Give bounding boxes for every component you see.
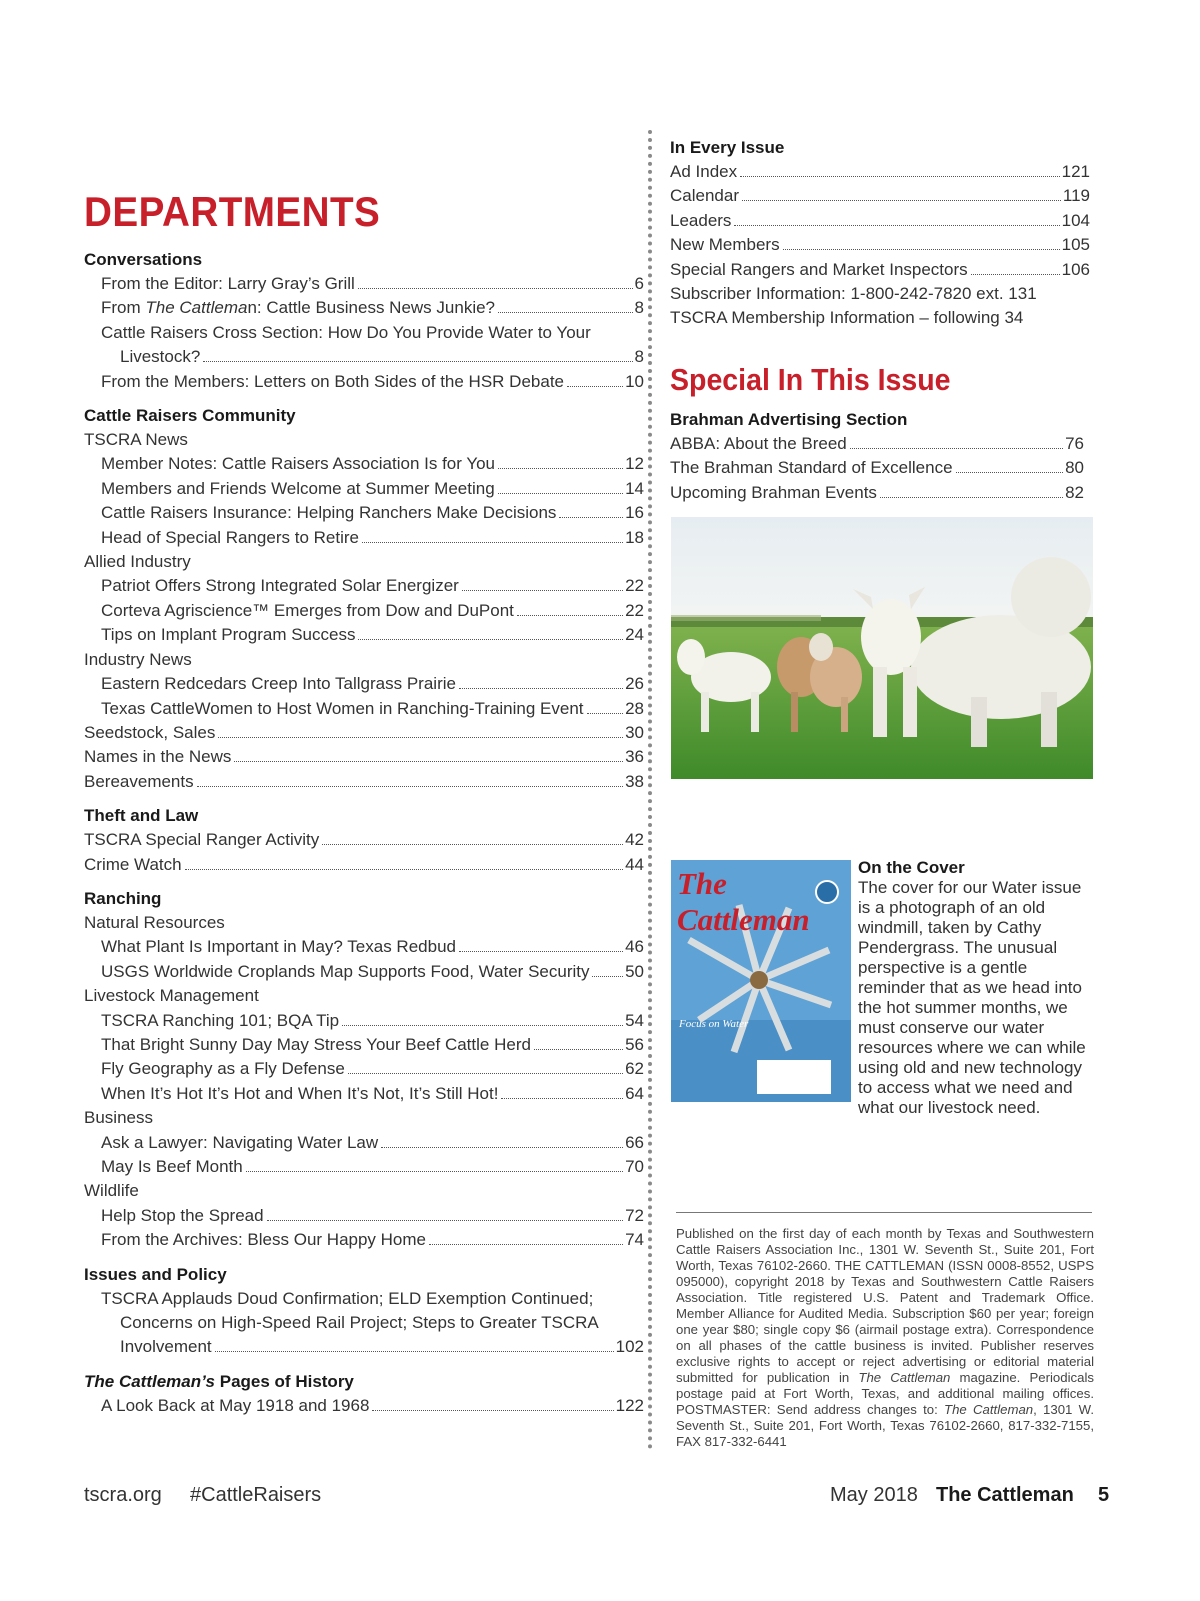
toc-entry[interactable] — [84, 672, 644, 696]
toc-entry[interactable] — [84, 501, 644, 525]
toc-entry[interactable] — [670, 258, 1090, 282]
toc-entry[interactable] — [84, 1033, 644, 1057]
subsection-natural-resources: Natural Resources — [84, 912, 225, 932]
toc-page-number: 64 — [625, 1083, 644, 1103]
publication-notice: Published on the first day of each month by Texas and Southwestern Cattle Raisers Association Inc., 1301 W. Seventh St., Suite 201, Fort Worth, Texas 76102-2660. THE CATTLEMAN (ISSN 0008-8552, USPS 095000), copyright 2018 by Texas and Southwestern Cattle Raisers Association. Title registered U.S. Patent and Trademark Office. Member Alliance for Audited Media. Subscription $60 per year; foreign one year $80; single copy $6 (airmail postage extra). Correspondence on all phases of the cattle business is invited. Publisher reserves exclusive rights to accept or reject advertising or editorial material submitted for publication in The Cattleman magazine. Periodicals postage paid at Fort Worth, Texas, and additional mailing offices. POSTMASTER: Send address changes to: The Cattleman, 1301 W. Seventh St., Suite 201, Fort Worth, Texas 76102-2660, 817-332-7155, FAX 817-332-6441 — [676, 1226, 1095, 1449]
dot-leader — [362, 542, 623, 543]
toc-entry[interactable] — [670, 160, 1090, 184]
theft-list — [84, 828, 644, 877]
every-issue-list — [670, 160, 1090, 282]
dot-leader — [348, 1073, 623, 1074]
toc-entry[interactable] — [84, 721, 644, 745]
page-number: 5 — [1098, 1484, 1110, 1506]
toc-entry[interactable] — [84, 1009, 644, 1033]
section-heading-history: The Cattleman’s Pages of History — [84, 1371, 354, 1391]
toc-entry[interactable]: A Look Back at May 1918 and 1968 122 — [101, 1395, 644, 1415]
dot-leader — [462, 590, 623, 591]
toc-entry-title: When It’s Hot It’s Hot and When It’s Not, It’s Still Hot! — [101, 1083, 499, 1103]
toc-entry-title: Ask a Lawyer: Navigating Water Law — [101, 1132, 379, 1152]
toc-page-number: 12 — [625, 454, 644, 474]
toc-entry-title: Head of Special Rangers to Retire — [101, 527, 359, 547]
tscra-news-list — [84, 452, 644, 550]
toc-entry-title: Calendar — [670, 186, 739, 206]
section-heading-theft: Theft and Law — [84, 806, 199, 826]
toc-page-number: 42 — [625, 830, 644, 850]
toc-entry-title: Members and Friends Welcome at Summer Meeting — [101, 478, 495, 498]
dot-leader — [267, 1220, 624, 1221]
toc-entry[interactable] — [84, 452, 644, 476]
toc-page-number: 38 — [625, 771, 644, 791]
toc-entry[interactable] — [84, 526, 644, 550]
toc-page-number: 24 — [625, 625, 644, 645]
toc-page-number: 16 — [625, 503, 644, 523]
dot-leader — [197, 786, 623, 787]
toc-page-number: 26 — [625, 674, 644, 694]
dot-leader — [850, 448, 1063, 449]
toc-page-number: 22 — [625, 600, 644, 620]
dot-leader — [234, 761, 623, 762]
toc-entry[interactable]: Involvement 102 — [120, 1337, 644, 1357]
toc-entry-title: Member Notes: Cattle Raisers Association Is for You — [101, 454, 496, 474]
special-box — [670, 408, 1084, 505]
toc-entry-title: Cattle Raisers Insurance: Helping Ranchers Make Decisions — [101, 503, 557, 523]
toc-page-number: 30 — [625, 722, 644, 742]
toc-entry-title: USGS Worldwide Croplands Map Supports Food, Water Security — [101, 961, 590, 981]
industry-news-list — [84, 672, 644, 721]
brahman-cattle-photo — [671, 517, 1093, 779]
toc-page-number: 70 — [625, 1157, 644, 1176]
toc-entry[interactable] — [84, 935, 644, 959]
toc-entry-title: The Brahman Standard of Excellence — [670, 458, 953, 478]
toc-entry-title: Tips on Implant Program Success — [101, 625, 356, 645]
toc-page-number: 119 — [1062, 186, 1090, 206]
subsection-livestock: Livestock Management — [84, 986, 259, 1006]
toc-entry-title: From the Archives: Bless Our Happy Home — [101, 1230, 427, 1250]
toc-entry[interactable] — [670, 456, 1084, 480]
dot-leader — [880, 497, 1063, 498]
brahman-cattle-image — [671, 517, 1093, 779]
section-heading-ranching: Ranching — [84, 888, 162, 908]
toc-entry[interactable] — [84, 745, 644, 769]
special-list — [670, 432, 1084, 505]
magazine-cover-thumbnail — [671, 860, 851, 1102]
dot-leader — [498, 493, 623, 494]
toc-entry-title: TSCRA Ranching 101; BQA Tip — [101, 1010, 340, 1030]
toc-entry-line[interactable]: Cattle Raisers Cross Section: How Do You Provide Water to Your — [101, 322, 591, 342]
dot-leader — [559, 517, 623, 518]
cover-body: The cover for our Water issue is a photograph of an old windmill, taken by Cathy Pendergrass. The unusual perspective is a gentle reminder that as we head into the hot summer months, we must conserve our water resources where we can while using old and new technology to access what we need and what our livestock need. — [858, 878, 1086, 1117]
subsection-business: Business — [84, 1108, 153, 1128]
toc-entry-title: Texas CattleWomen to Host Women in Ranching-Training Event — [101, 698, 584, 718]
toc-entry[interactable] — [670, 233, 1090, 257]
livestock-list — [84, 1009, 644, 1107]
dot-leader — [517, 615, 623, 616]
toc-page-number: 18 — [625, 527, 644, 547]
toc-entry[interactable] — [84, 697, 644, 721]
toc-entry[interactable] — [84, 1204, 644, 1228]
toc-entry-title: Help Stop the Spread — [101, 1205, 264, 1225]
dot-leader — [501, 1098, 623, 1099]
dot-leader — [246, 1171, 623, 1172]
toc-entry-title: May Is Beef Month — [101, 1157, 243, 1176]
toc-entry-line[interactable]: TSCRA Applauds Doud Confirmation; ELD Exemption Continued; — [101, 1288, 594, 1308]
footer-magazine: The Cattleman — [936, 1484, 1074, 1506]
toc-entry[interactable] — [84, 477, 644, 501]
toc-page-number: 14 — [625, 478, 644, 498]
toc-entry[interactable] — [84, 574, 644, 598]
toc-entry[interactable]: Livestock? 8 — [120, 347, 644, 367]
toc-entry-line[interactable]: Concerns on High-Speed Rail Project; Steps to Greater TSCRA — [120, 1313, 599, 1333]
dot-leader — [218, 737, 623, 738]
dot-leader — [534, 1049, 623, 1050]
toc-entry-title: Leaders — [670, 210, 732, 230]
footer-site[interactable]: tscra.org — [84, 1484, 162, 1506]
toc-entry-title: Patriot Offers Strong Integrated Solar Energizer — [101, 576, 459, 596]
footer-hashtag: #CattleRaisers — [190, 1484, 322, 1506]
toc-entry-title: Corteva Agriscience™ Emerges from Dow and DuPont — [101, 600, 514, 620]
toc-entry[interactable]: From the Editor: Larry Gray’s Grill 6 — [101, 274, 644, 293]
toc-page-number: 74 — [625, 1230, 644, 1250]
publication-rule — [676, 1212, 1092, 1213]
toc-entry[interactable] — [670, 209, 1090, 233]
toc-entry-title: New Members — [670, 235, 780, 255]
dot-leader — [381, 1147, 623, 1148]
departments-title: DEPARTMENTS — [84, 188, 381, 235]
community-top-list — [84, 721, 644, 794]
dot-leader — [956, 472, 1064, 473]
section-heading-conversations: Conversations — [84, 250, 203, 269]
footer-date: May 2018 — [830, 1484, 918, 1506]
toc-entry-title: Eastern Redcedars Creep Into Tallgrass Prairie — [101, 674, 456, 694]
toc-page-number: 66 — [625, 1132, 644, 1152]
dot-leader — [971, 274, 1060, 275]
business-list — [84, 1131, 644, 1180]
toc-page-number: 104 — [1061, 210, 1090, 230]
toc-entry[interactable]: From The Cattleman: Cattle Business News Junkie? 8 — [101, 298, 644, 318]
dot-leader — [783, 249, 1060, 250]
dot-leader — [322, 844, 623, 845]
toc-entry[interactable] — [84, 1082, 644, 1106]
toc-page-number: 36 — [625, 747, 644, 767]
brahman-heading: Brahman Advertising Section — [670, 410, 908, 429]
toc-entry[interactable] — [84, 853, 644, 877]
dot-leader — [592, 976, 623, 977]
toc-entry[interactable] — [84, 1155, 644, 1179]
column-divider — [648, 130, 652, 1450]
toc-entry-title: TSCRA Special Ranger Activity — [84, 830, 320, 850]
toc-entry-title: Bereavements — [84, 771, 194, 791]
toc-entry-title: Upcoming Brahman Events — [670, 482, 877, 502]
toc-page-number: 105 — [1061, 235, 1090, 255]
allied-industry-list — [84, 574, 644, 647]
subsection-allied-industry: Allied Industry — [84, 552, 191, 572]
toc-page-number: 62 — [625, 1059, 644, 1079]
subsection-wildlife: Wildlife — [84, 1181, 139, 1201]
natural-resources-list — [84, 935, 644, 984]
every-issue-box — [670, 136, 1090, 331]
subscriber-info: Subscriber Information: 1-800-242-7820 ext. 131 — [670, 284, 1037, 304]
dot-leader — [734, 225, 1059, 226]
dot-leader — [498, 468, 623, 469]
special-title: Special In This Issue — [670, 362, 951, 397]
section-heading-community: Cattle Raisers Community — [84, 406, 296, 426]
subsection-tscra-news: TSCRA News — [84, 430, 188, 450]
toc-page-number: 56 — [625, 1034, 644, 1054]
toc-entry[interactable] — [84, 770, 644, 794]
toc-entry[interactable] — [84, 960, 644, 984]
toc-entry-title: ABBA: About the Breed — [670, 434, 847, 453]
toc-entry-title: Names in the News — [84, 747, 232, 767]
toc-page-number: 76 — [1065, 434, 1084, 453]
section-heading-policy: Issues and Policy — [84, 1264, 227, 1284]
membership-info: TSCRA Membership Information – following 34 — [670, 308, 1024, 328]
cover-heading: On the Cover — [858, 858, 965, 877]
toc-entry[interactable] — [84, 599, 644, 623]
toc-entry-title: Seedstock, Sales — [84, 722, 216, 742]
cover-caption — [858, 858, 1088, 1118]
toc-page-number: 72 — [625, 1205, 644, 1225]
toc-entry[interactable] — [84, 1057, 644, 1081]
toc-entry-title: That Bright Sunny Day May Stress Your Beef Cattle Herd — [101, 1034, 531, 1054]
toc-entry-title: What Plant Is Important in May? Texas Redbud — [101, 937, 456, 957]
toc-entry[interactable] — [84, 828, 644, 852]
dot-leader — [429, 1244, 623, 1245]
dot-leader — [587, 713, 624, 714]
toc-page-number: 80 — [1065, 458, 1084, 478]
toc-page-number: 46 — [625, 937, 644, 957]
toc-entry[interactable] — [670, 184, 1090, 208]
toc-page-number: 54 — [625, 1010, 644, 1030]
toc-entry[interactable]: From the Members: Letters on Both Sides of the HSR Debate 10 — [101, 371, 644, 391]
toc-page-number: 121 — [1061, 162, 1090, 181]
every-issue-heading: In Every Issue — [670, 138, 785, 157]
dot-leader — [185, 869, 623, 870]
wildlife-list — [84, 1204, 644, 1253]
dot-leader — [459, 951, 623, 952]
dot-leader — [358, 639, 623, 640]
departments-toc — [84, 248, 644, 1418]
toc-page-number: 50 — [625, 961, 644, 981]
toc-page-number: 106 — [1061, 259, 1090, 279]
toc-page-number: 44 — [625, 854, 644, 874]
toc-page-number: 82 — [1065, 482, 1084, 502]
toc-entry[interactable] — [84, 623, 644, 647]
dot-leader — [740, 176, 1060, 177]
cover-masthead: The Cattleman — [677, 866, 810, 937]
toc-entry[interactable] — [670, 432, 1084, 456]
toc-entry-title: Ad Index — [670, 162, 738, 181]
dot-leader — [742, 200, 1061, 201]
toc-entry[interactable] — [670, 481, 1084, 505]
cover-tagline: Focus on Water — [679, 1018, 749, 1030]
toc-entry-title: Fly Geography as a Fly Defense — [101, 1059, 345, 1079]
toc-page-number: 28 — [625, 698, 644, 718]
subsection-industry-news: Industry News — [84, 649, 192, 669]
dot-leader — [342, 1025, 623, 1026]
toc-entry-title: Special Rangers and Market Inspectors — [670, 259, 968, 279]
toc-entry-title: Crime Watch — [84, 854, 182, 874]
toc-entry[interactable] — [84, 1131, 644, 1155]
toc-entry[interactable] — [84, 1228, 644, 1252]
toc-page-number: 22 — [625, 576, 644, 596]
dot-leader — [459, 688, 623, 689]
